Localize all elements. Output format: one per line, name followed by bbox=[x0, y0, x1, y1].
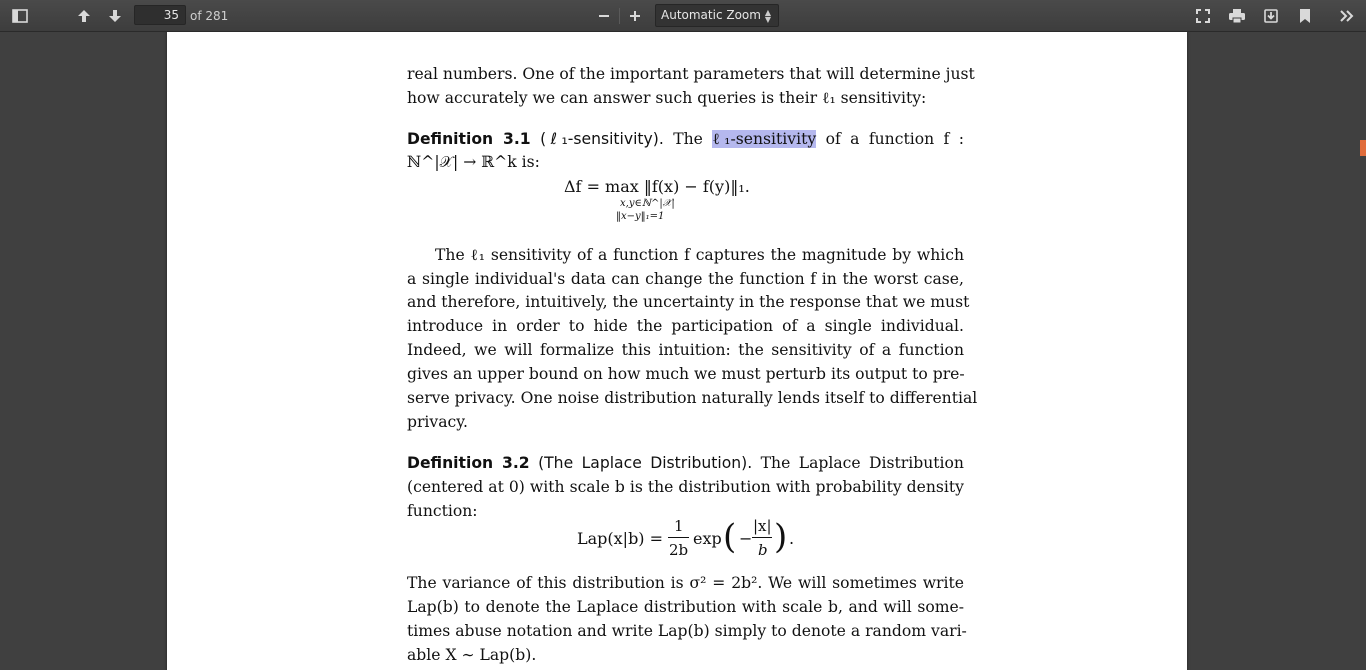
select-arrows-icon: ▲ ▼ bbox=[764, 8, 771, 24]
text-line: Indeed, we will formalize this intuition: the sensitivity of a function bbox=[407, 341, 964, 359]
toolbar-divider bbox=[619, 8, 620, 24]
text-line: function: bbox=[407, 502, 478, 520]
print-button[interactable] bbox=[1224, 0, 1250, 32]
definition-3-1-heading bbox=[407, 127, 964, 151]
download-icon bbox=[1264, 9, 1278, 23]
minus-icon bbox=[598, 10, 610, 22]
pdf-page bbox=[167, 32, 1187, 670]
definition-3-2-heading bbox=[407, 451, 964, 475]
fraction-bar bbox=[752, 537, 772, 538]
next-page-button[interactable] bbox=[102, 0, 128, 32]
sidebar-toggle-button[interactable] bbox=[6, 0, 34, 32]
text-line: a single individual's data can change the function f in the worst case, bbox=[407, 270, 964, 288]
text-line: times abuse notation and write Lap(b) simply to denote a random vari- bbox=[407, 622, 967, 640]
previous-page-button[interactable] bbox=[71, 0, 97, 32]
plus-icon bbox=[629, 10, 641, 22]
bookmark-icon bbox=[1299, 9, 1311, 23]
minus-sign: − bbox=[739, 529, 753, 548]
exp-function: exp bbox=[693, 529, 722, 548]
equation-subscript: x,y∈ℕ^|𝒳| bbox=[620, 198, 675, 209]
period: . bbox=[789, 529, 795, 548]
page-count-label: of 281 bbox=[190, 9, 229, 23]
left-paren: ( bbox=[723, 517, 737, 557]
sensitivity-equation: Δf = max ‖f(x) − f(y)‖₁. bbox=[564, 177, 750, 196]
page-number-input[interactable] bbox=[134, 5, 186, 25]
arrow-up-icon bbox=[77, 9, 91, 23]
presentation-mode-button[interactable] bbox=[1190, 0, 1216, 32]
zoom-select-value: Automatic Zoom bbox=[661, 8, 761, 22]
text-line: Lap(b) to denote the Laplace distribution with scale b, and will some- bbox=[407, 598, 964, 616]
equation-left: Lap(x|b) = bbox=[577, 529, 664, 548]
pdf-toolbar bbox=[0, 0, 1366, 32]
scroll-position-marker bbox=[1360, 140, 1366, 156]
text-line: real numbers. One of the important parameters that will determine just bbox=[407, 65, 975, 83]
fullscreen-icon bbox=[1196, 9, 1210, 23]
text-line: serve privacy. One noise distribution naturally lends itself to differential bbox=[407, 389, 978, 407]
selected-text-highlight[interactable]: ℓ₁-sensitivity bbox=[712, 130, 817, 148]
download-button[interactable] bbox=[1258, 0, 1284, 32]
text-span: The bbox=[673, 130, 703, 148]
text-line: (centered at 0) with scale b is the distribution with probability density bbox=[407, 478, 964, 496]
bookmark-button[interactable] bbox=[1292, 0, 1318, 32]
fraction-numerator: |x| bbox=[753, 517, 772, 535]
fraction-numerator: 1 bbox=[674, 517, 684, 535]
document-viewer[interactable] bbox=[0, 32, 1366, 670]
double-chevron-right-icon bbox=[1340, 10, 1354, 22]
text-line: privacy. bbox=[407, 413, 468, 431]
sidebar-icon bbox=[12, 9, 28, 23]
text-span: of a function f : bbox=[825, 130, 964, 148]
text-line: how accurately we can answer such queries is their ℓ₁ sensitivity: bbox=[407, 89, 927, 107]
text-line: The ℓ₁ sensitivity of a function f captures the magnitude by which bbox=[435, 246, 964, 264]
zoom-in-button[interactable] bbox=[623, 0, 647, 32]
text-span: The Laplace Distribution bbox=[760, 454, 964, 472]
equation-subscript: ‖x−y‖₁=1 bbox=[616, 211, 665, 222]
printer-icon bbox=[1229, 9, 1245, 23]
definition-name: (The Laplace Distribution). bbox=[538, 454, 753, 472]
text-line: and therefore, intuitively, the uncertainty in the response that we must bbox=[407, 293, 970, 311]
definition-label: Definition 3.2 bbox=[407, 454, 530, 472]
tools-menu-button[interactable] bbox=[1334, 0, 1360, 32]
text-line: ℕ^|𝒳| → ℝ^k is: bbox=[407, 153, 540, 171]
definition-label: Definition 3.1 bbox=[407, 130, 531, 148]
fraction-bar bbox=[668, 537, 689, 538]
fraction-denominator: 2b bbox=[669, 541, 689, 559]
text-line: gives an upper bound on how much we must perturb its output to pre- bbox=[407, 365, 965, 383]
fraction-denominator: b bbox=[758, 541, 768, 559]
zoom-select[interactable] bbox=[655, 4, 779, 27]
arrow-down-icon bbox=[108, 9, 122, 23]
text-line: introduce in order to hide the participation of a single individual. bbox=[407, 317, 964, 335]
text-line: able X ∼ Lap(b). bbox=[407, 646, 537, 664]
right-paren: ) bbox=[774, 517, 788, 557]
definition-name: (ℓ₁-sensitivity). bbox=[540, 130, 664, 148]
zoom-out-button[interactable] bbox=[592, 0, 616, 32]
text-line: The variance of this distribution is σ² = 2b². We will sometimes write bbox=[407, 574, 964, 592]
